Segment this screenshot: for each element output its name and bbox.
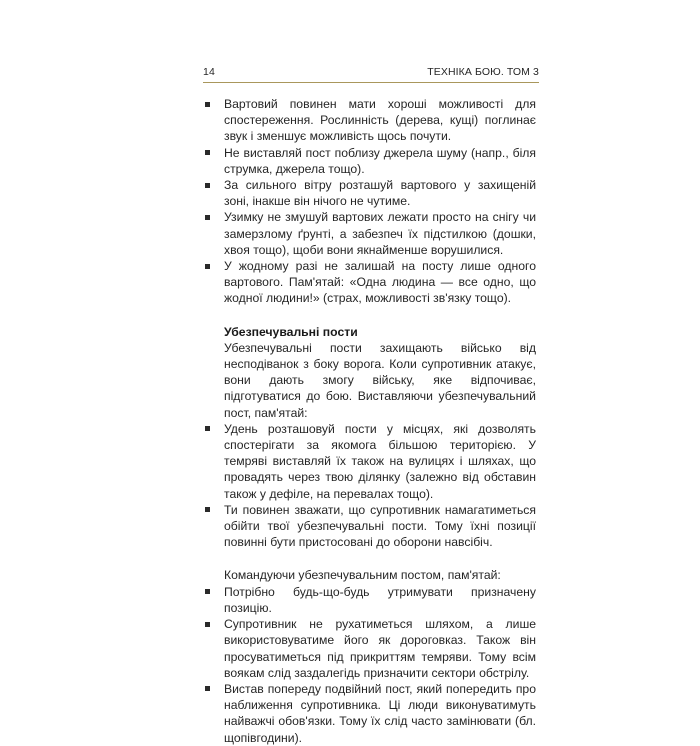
list-item: Ти повинен зважати, що супротивник намагатиметься обійти твої убезпечувальні пости. Тому їхні позиції повинні бути пристосовані до оборони навсібіч. xyxy=(204,502,536,551)
list-item: Потрібно будь-що-будь утримувати призначену позицію. xyxy=(204,584,536,616)
section-intro: Убезпечувальні пости захищають військо від несподіванок з боку ворога. Коли супротивник атакує, вони дають змогу війську, яке відпочиває, підготуватися до бою. Виставляючи убезпечувальний пост, пам'ятай: xyxy=(224,340,536,420)
list-item: Не виставляй пост поблизу джерела шуму (напр., біля струмка, джерела тощо). xyxy=(204,145,536,177)
running-title: ТЕХНІКА БОЮ. ТОМ 3 xyxy=(427,66,539,78)
page-number: 14 xyxy=(203,66,215,78)
list-item: Супротивник не рухатиметься шляхом, а лише використовуватиме його як дороговказ. Також він просуватиметься під прикриттям темряви. Тому всім воякам слід заздалегідь призначити сектори обстрілу. xyxy=(204,616,536,681)
list-item: Вартовий повинен мати хороші можливості для спостереження. Рослинність (дерева, кущі) поглинає звук і зменшує можливість щось почути. xyxy=(204,96,536,145)
list-item: Удень розташовуй пости у місцях, які дозволять спостерігати за якомога більшою територією. У темряві виставляй їх також на вулицях і шляхах, що провадять через твою ділянку (залежно від обставин також у дефіле, на перевалах тощо). xyxy=(204,421,536,502)
security-posts-list xyxy=(204,421,536,551)
list-item: У жодному разі не залишай на посту лише одного вартового. Пам'ятай: «Одна людина — все одно, що жодної людини!» (страх, можливості зв'язку тощо). xyxy=(204,258,536,307)
page-body xyxy=(204,96,536,746)
sentry-rules-list xyxy=(204,96,536,307)
list-item: Узимку не змушуй вартових лежати просто на снігу чи замерзлому ґрунті, а забезпеч їх підстилкою (дошки, хвоя тощо), щоби вони якнайменше ворушилися. xyxy=(204,209,536,258)
list-item: За сильного вітру розташуй вартового у захищеній зоні, інакше він нічого не чутиме. xyxy=(204,177,536,209)
running-header xyxy=(203,62,539,83)
command-intro: Командуючи убезпечувальним постом, пам'ятай: xyxy=(224,568,501,583)
list-item: Вистав попереду подвійний пост, який попередить про наближення супротивника. Ці люди виконуватимуть найважчі обов'язки. Тому їх слід часто замінювати (бл. щопівгодини). xyxy=(204,681,536,746)
command-rules-list xyxy=(204,584,536,746)
section-heading: Убезпечувальні пости xyxy=(224,324,358,339)
